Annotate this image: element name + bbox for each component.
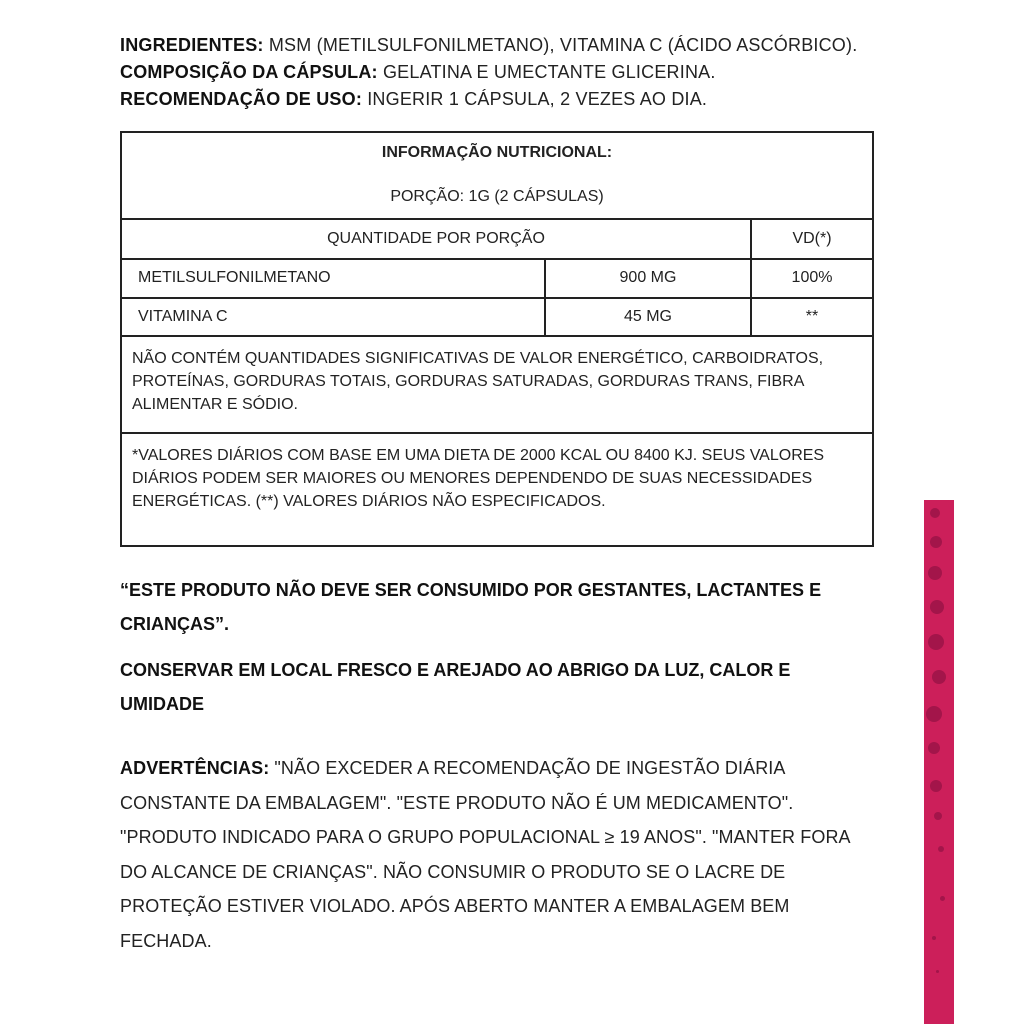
nutrient-vd: **	[751, 298, 873, 336]
header-vd: VD(*)	[751, 219, 873, 259]
nutrition-table	[120, 131, 874, 547]
nutrient-name: METILSULFONILMETANO	[121, 259, 545, 297]
nutrition-title: INFORMAÇÃO NUTRICIONAL:	[381, 144, 613, 162]
nutrient-amount: 900 MG	[545, 259, 751, 297]
nutrient-name: VITAMINA C	[121, 298, 545, 336]
portion-text: PORÇÃO: 1G (2 CÁPSULAS)	[390, 188, 604, 206]
ingredients-label: INGREDIENTES:	[120, 35, 264, 55]
halftone-dot	[928, 566, 942, 580]
capsule-line	[120, 59, 872, 86]
note-insignificant: NÃO CONTÉM QUANTIDADES SIGNIFICATIVAS DE VALOR ENERGÉTICO, CARBOIDRATOS, PROTEÍNAS, GORDURAS TOTAIS, GORDURAS SATURADAS, GORDURAS TRANS, FIBRA ALIMENTAR E SÓDIO.	[121, 336, 873, 433]
capsule-label: COMPOSIÇÃO DA CÁPSULA:	[120, 62, 378, 82]
halftone-dot	[930, 536, 942, 548]
usage-label: RECOMENDAÇÃO DE USO:	[120, 89, 363, 109]
halftone-dot	[930, 600, 944, 614]
pregnancy-warning: “ESTE PRODUTO NÃO DEVE SER CONSUMIDO POR GESTANTES, LACTANTES E CRIANÇAS”.	[120, 580, 822, 634]
halftone-dot	[938, 846, 944, 852]
intro-section	[120, 32, 872, 113]
storage-instructions: CONSERVAR EM LOCAL FRESCO E AREJADO AO ABRIGO DA LUZ, CALOR E UMIDADE	[120, 660, 791, 714]
header-quantity: QUANTIDADE POR PORÇÃO	[121, 219, 751, 259]
table-header-row	[121, 219, 873, 259]
table-row	[121, 298, 873, 336]
halftone-dot	[926, 706, 942, 722]
halftone-dot	[928, 742, 940, 754]
usage-text: INGERIR 1 CÁPSULA, 2 VEZES AO DIA.	[367, 89, 708, 109]
halftone-dot	[932, 670, 946, 684]
halftone-dot	[936, 970, 939, 973]
halftone-dot	[930, 780, 942, 792]
table-title-cell	[121, 132, 873, 219]
note-insignificant-row	[121, 336, 873, 433]
capsule-text: GELATINA E UMECTANTE GLICERINA.	[382, 62, 716, 82]
halftone-dot	[928, 634, 944, 650]
note-daily-values-row	[121, 433, 873, 546]
advertencias-section	[120, 751, 872, 958]
usage-line	[120, 86, 872, 113]
label-content	[120, 32, 872, 958]
ingredients-text: MSM (METILSULFONILMETANO), VITAMINA C (ÁCIDO ASCÓRBICO).	[268, 35, 858, 55]
halftone-dot	[932, 936, 936, 940]
ingredients-line	[120, 32, 872, 59]
advertencias-text: "NÃO EXCEDER A RECOMENDAÇÃO DE INGESTÃO DIÁRIA CONSTANTE DA EMBALAGEM". "ESTE PRODUTO NÃO É UM MEDICAMENTO". "PRODUTO INDICADO PARA O GRUPO POPULACIONAL ≥ 19 ANOS". "MANTER FORA DO ALCANCE DE CRIANÇAS". NÃO CONSUMIR O PRODUTO SE O LACRE DE PROTEÇÃO ESTIVER VIOLADO. APÓS ABERTO MANTER A EMBALAGEM BEM FECHADA.	[120, 758, 850, 951]
halftone-dot	[930, 508, 940, 518]
nutrient-vd: 100%	[751, 259, 873, 297]
table-row	[121, 259, 873, 297]
advertencias-label: ADVERTÊNCIAS:	[120, 758, 270, 778]
decorative-stripe	[924, 500, 954, 1024]
note-daily-values: *VALORES DIÁRIOS COM BASE EM UMA DIETA DE 2000 KCAL OU 8400 KJ. SEUS VALORES DIÁRIOS PODEM SER MAIORES OU MENORES DEPENDENDO DE SUAS NECESSIDADES ENERGÉTICAS. (**) VALORES DIÁRIOS NÃO ESPECIFICADOS.	[121, 433, 873, 546]
halftone-dot	[934, 812, 942, 820]
halftone-dot	[940, 896, 945, 901]
nutrient-amount: 45 MG	[545, 298, 751, 336]
table-title-row	[121, 132, 873, 219]
